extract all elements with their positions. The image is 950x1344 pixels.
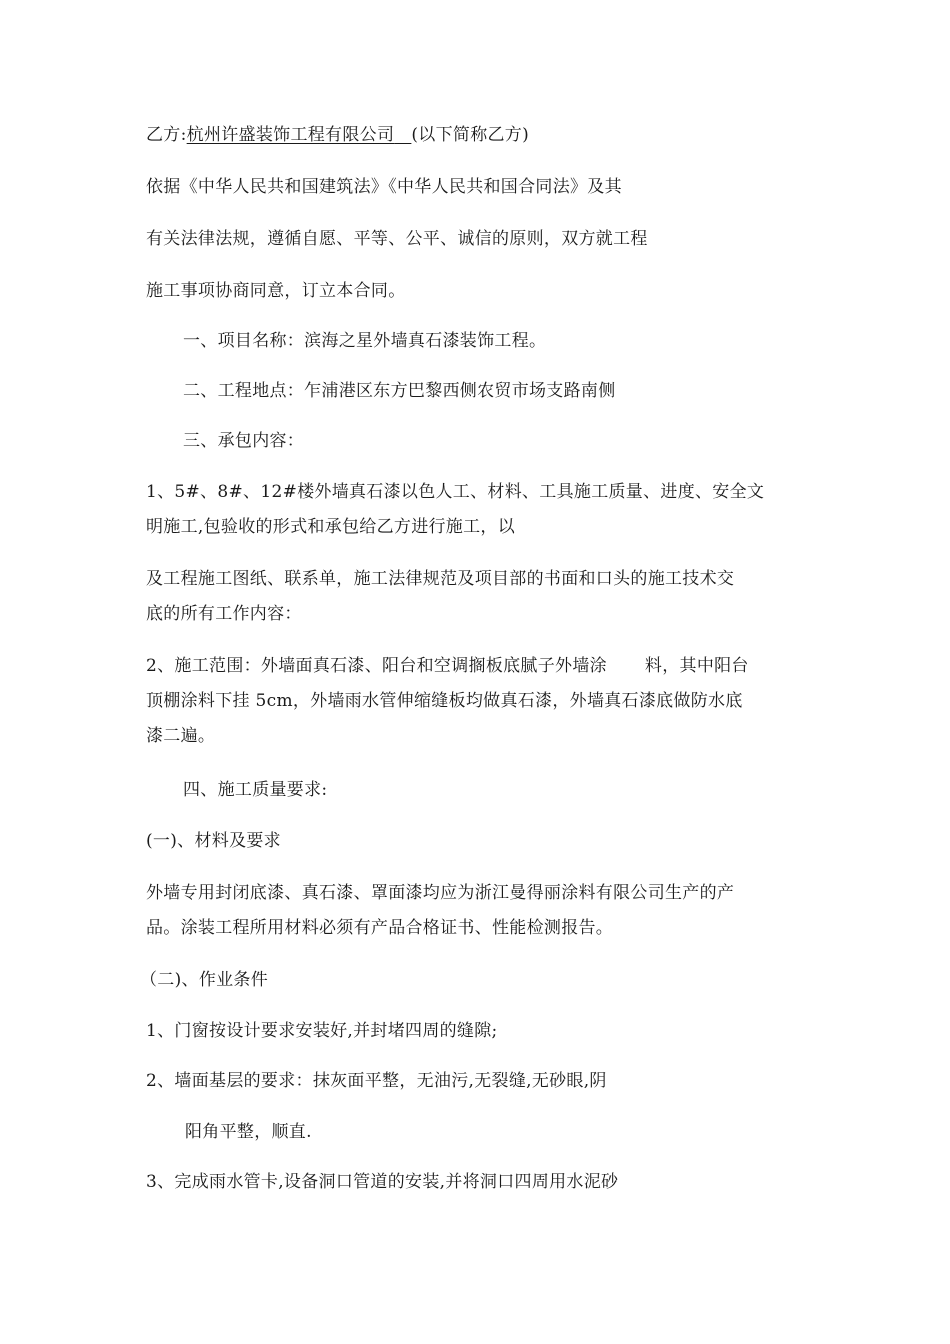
- contract-scope-heading: 三、承包内容：: [183, 431, 305, 451]
- scope-item-2-line-1: [146, 655, 826, 677]
- scope-item-2-part-b: 料，其中阳台: [644, 656, 749, 676]
- materials-text-line-1: 外墙专用封闭底漆、真石漆、罩面漆均应为浙江曼得丽涂料有限公司生产的产: [146, 883, 735, 903]
- quality-heading: 四、施工质量要求:: [183, 780, 328, 800]
- conditions-item-3: 3、完成雨水管卡,设备洞口管道的安装,并将洞口四周用水泥砂: [146, 1172, 619, 1192]
- conditions-item-1: 1、门窗按设计要求安装好,并封堵四周的缝隙;: [146, 1021, 498, 1041]
- scope-item-1-line-3: 及工程施工图纸、联系单，施工法律规范及项目部的书面和口头的施工技术交: [146, 569, 735, 589]
- preamble-line-3: 施工事项协商同意，订立本合同。: [146, 281, 406, 301]
- scope-item-2-line-3: 漆二遍。: [146, 726, 216, 746]
- party-b-label: 乙方:: [146, 125, 187, 145]
- preamble-line-1: 依据《中华人民共和国建筑法》《中华人民共和国合同法》及其: [146, 177, 622, 197]
- party-b-company: 杭州许盛装饰工程有限公司: [186, 125, 395, 145]
- preamble-line-2: 有关法律法规，遵循自愿、平等、公平、诚信的原则，双方就工程: [146, 229, 648, 249]
- scope-item-1-line-2: 明施工,包验收的形式和承包给乙方进行施工，以: [146, 517, 516, 537]
- project-name: 一、项目名称：滨海之星外墙真石漆装饰工程。: [183, 331, 547, 351]
- materials-text-line-2: 品。涂装工程所用材料必须有产品合格证书、性能检测报告。: [146, 918, 614, 938]
- party-b-line: [146, 124, 826, 146]
- conditions-item-2-line-1: 2、墙面基层的要求：抹灰面平整，无油污,无裂缝,无砂眼,阴: [146, 1071, 607, 1091]
- scope-item-1-line-4: 底的所有工作内容：: [146, 604, 302, 624]
- project-location: 二、工程地点：乍浦港区东方巴黎西侧农贸市场支路南侧: [183, 381, 616, 401]
- scope-item-2-line-2: 顶棚涂料下挂 5cm，外墙雨水管伸缩缝板均做真石漆，外墙真石漆底做防水底: [146, 691, 743, 711]
- scope-item-1-line-1: 1、5#、8#、12#楼外墙真石漆以色人工、材料、工具施工质量、进度、安全文: [146, 482, 765, 502]
- materials-heading: (一)、材料及要求: [146, 831, 281, 851]
- conditions-heading: （二)、作业条件: [140, 970, 269, 990]
- scope-item-2-part-a: 2、施工范围：外墙面真石漆、阳台和空调搁板底腻子外墙涂: [146, 656, 607, 676]
- party-b-blank: [394, 125, 411, 145]
- party-b-suffix: (以下简称乙方): [411, 125, 530, 145]
- conditions-item-2-line-2: 阳角平整，顺直.: [185, 1122, 312, 1142]
